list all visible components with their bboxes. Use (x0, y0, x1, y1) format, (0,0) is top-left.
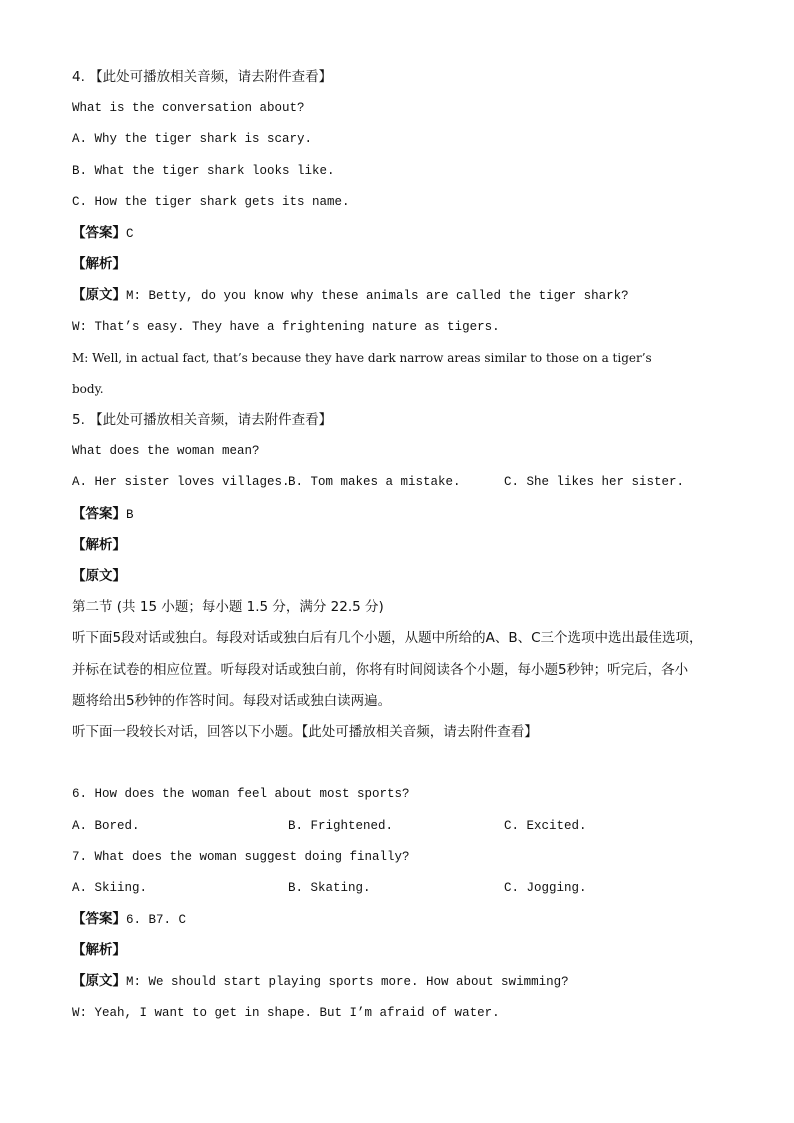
q5-option-c: C. She likes her sister. (504, 475, 685, 490)
q6-options (72, 811, 732, 842)
q4-original-label: 【原文】 (72, 287, 126, 304)
q5-answer (72, 499, 732, 530)
q4-header: 4. 【此处可播放相关音频，请去附件查看】 (72, 69, 333, 85)
q6-question: 6. How does the woman feel about most sports? (72, 787, 410, 802)
q4-transcript-1: M: Betty, do you know why these animals are called the tiger shark? (126, 289, 629, 304)
q5-question: What does the woman mean? (72, 444, 260, 459)
q4-analysis-label: 【解析】 (72, 256, 126, 273)
section2-instruction-2: 并标在试卷的相应位置。听每段对话或独白前，你将有时间阅读各个小题，每小题5秒钟；听完后，各小 (72, 661, 689, 678)
q5-answer-label: 【答案】 (72, 505, 126, 522)
q67-answer-value: 6. B7. C (126, 913, 187, 928)
q6-option-b: B. Frightened. (288, 818, 394, 833)
q7-question: 7. What does the woman suggest doing finally? (72, 849, 410, 864)
q67-answer-label: 【答案】 (72, 911, 126, 928)
q7-option-c: C. Jogging. (504, 880, 587, 895)
spacer (72, 748, 732, 779)
section2-title: 第二节 (共 15 小题；每小题 1.5 分，满分 22.5 分) (72, 599, 384, 616)
q4-answer-label: 【答案】 (72, 224, 126, 241)
q67-original-label: 【原文】 (72, 973, 126, 990)
q5-header: 5. 【此处可播放相关音频，请去附件查看】 (72, 412, 333, 429)
q7-options (72, 873, 732, 904)
q7-option-b: B. Skating. (288, 880, 371, 895)
q5-analysis-label: 【解析】 (72, 536, 126, 553)
q4-answer (72, 218, 732, 249)
q7-option-a: A. Skiing. (72, 880, 148, 895)
q4-transcript-2: W: That’s easy. They have a frightening nature as tigers. (72, 319, 500, 334)
q6-option-c: C. Excited. (504, 818, 587, 833)
q5-options (72, 467, 732, 498)
section2-instruction-1: 听下面5段对话或独白。每段对话或独白后有几个小题，从题中所给的A、B、C三个选项中选出最佳选项， (72, 630, 703, 647)
q4-question: What is the conversation about? (72, 101, 305, 116)
q4-transcript-3: M: Well, in actual fact, that’s because they have dark narrow areas similar to those on a tiger’s (72, 350, 652, 365)
q4-transcript-4: body. (72, 381, 104, 396)
q67-analysis-label: 【解析】 (72, 942, 126, 959)
document-page (72, 62, 732, 1029)
q67-transcript-2: W: Yeah, I want to get in shape. But I’m afraid of water. (72, 1005, 500, 1020)
q4-original-line1 (72, 280, 732, 311)
q6-option-a: A. Bored. (72, 818, 140, 833)
q5-option-a: A. Her sister loves villages. (72, 475, 290, 490)
q67-transcript-1: M: We should start playing sports more. How about swimming? (126, 975, 569, 990)
q4-option-a: A. Why the tiger shark is scary. (72, 132, 313, 147)
q67-answer (72, 904, 732, 935)
q67-original-line1 (72, 966, 732, 997)
q4-option-c: C. How the tiger shark gets its name. (72, 194, 350, 209)
q5-original-label: 【原文】 (72, 568, 126, 584)
section2-instruction-4: 听下面一段较长对话，回答以下小题。【此处可播放相关音频，请去附件查看】 (72, 723, 538, 740)
q5-answer-value: B (126, 507, 134, 522)
q4-answer-value: C (126, 226, 134, 241)
q5-option-b: B. Tom makes a mistake. (288, 475, 461, 490)
q4-option-b: B. What the tiger shark looks like. (72, 163, 335, 178)
section2-instruction-3: 题将给出5秒钟的作答时间。每段对话或独白读两遍。 (72, 692, 392, 709)
